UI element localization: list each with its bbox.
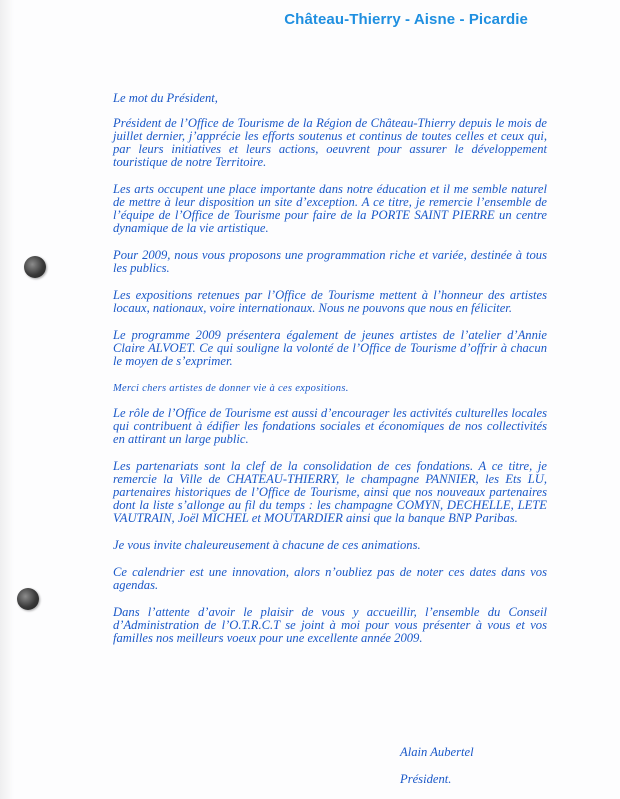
paragraph-thanks-artists: Merci chers artistes de donner vie à ces expositions. <box>113 383 349 394</box>
paragraph-invitation: Je vous invite chaleureusement à chacune de ces animations. <box>113 538 421 552</box>
paragraph-young-artists: Le programme 2009 présentera également de jeunes artistes de l’atelier d’Annie Claire ALVOET. Ce qui souligne la volonté de l’Office de Tourisme d’offrir à chacun le moyen de s’exprimer. <box>113 328 547 368</box>
letter-body <box>113 92 547 659</box>
page-edge-shadow <box>0 0 14 799</box>
paragraph-role: Le rôle de l’Office de Tourisme est aussi d’encourager les activités culturelles locales qui contribuent à édifier les fondations sociales et économiques de nos collectivités en attirant un large public. <box>113 406 547 446</box>
punch-hole-bottom <box>17 588 39 610</box>
paragraph-calendar: Ce calendrier est une innovation, alors n’oubliez pas de noter ces dates dans vos agendas. <box>113 565 547 592</box>
punch-hole-top <box>24 256 46 278</box>
signature-title: Président. <box>400 772 452 786</box>
paragraph-presidency: Président de l’Office de Tourisme de la Région de Château-Thierry depuis le mois de juillet dernier, j’apprécie les efforts soutenus et continus de toutes celles et ceux qui, par leurs initiatives et leurs actions, oeuvrent pour assurer le développement touristique de notre Territoire. <box>113 116 547 169</box>
letter-greeting: Le mot du Président, <box>113 91 218 105</box>
paragraph-expositions: Les expositions retenues par l’Office de Tourisme mettent à l’honneur des artistes locaux, nationaux, voire internationaux. Nous ne pouvons que nous en féliciter. <box>113 288 547 315</box>
paragraph-arts: Les arts occupent une place importante dans notre éducation et il me semble naturel de mettre à leur disposition un site d’exception. A ce titre, je remercie l’ensemble de l’équipe de l’Office de Tourisme pour faire de la PORTE SAINT PIERRE un centre dynamique de la vie artistique. <box>113 182 547 235</box>
location-header: Château-Thierry - Aisne - Picardie <box>284 11 528 28</box>
paragraph-wishes: Dans l’attente d’avoir le plaisir de vous y accueillir, l’ensemble du Conseil d’Administration de l’O.T.R.C.T se joint à moi pour vous présenter à vous et vos familles nos meilleurs voeux pour une excellente année 2009. <box>113 605 547 645</box>
signature-name: Alain Aubertel <box>400 745 474 759</box>
paragraph-programme: Pour 2009, nous vous proposons une programmation riche et variée, destinée à tous les publics. <box>113 248 547 275</box>
paragraph-partnerships: Les partenariats sont la clef de la consolidation de ces fondations. A ce titre, je remercie la Ville de CHATEAU-THIERRY, le champagne PANNIER, les Ets LU, partenaires historiques de l’Office de Tourisme, ainsi que nos nouveaux partenaires dont la liste s’allonge au fil du temps : les champagne COMYN, DECHELLE, LETE VAUTRAIN, Joël MICHEL et MOUTARDIER ainsi que la banque BNP Paribas. <box>113 459 547 525</box>
